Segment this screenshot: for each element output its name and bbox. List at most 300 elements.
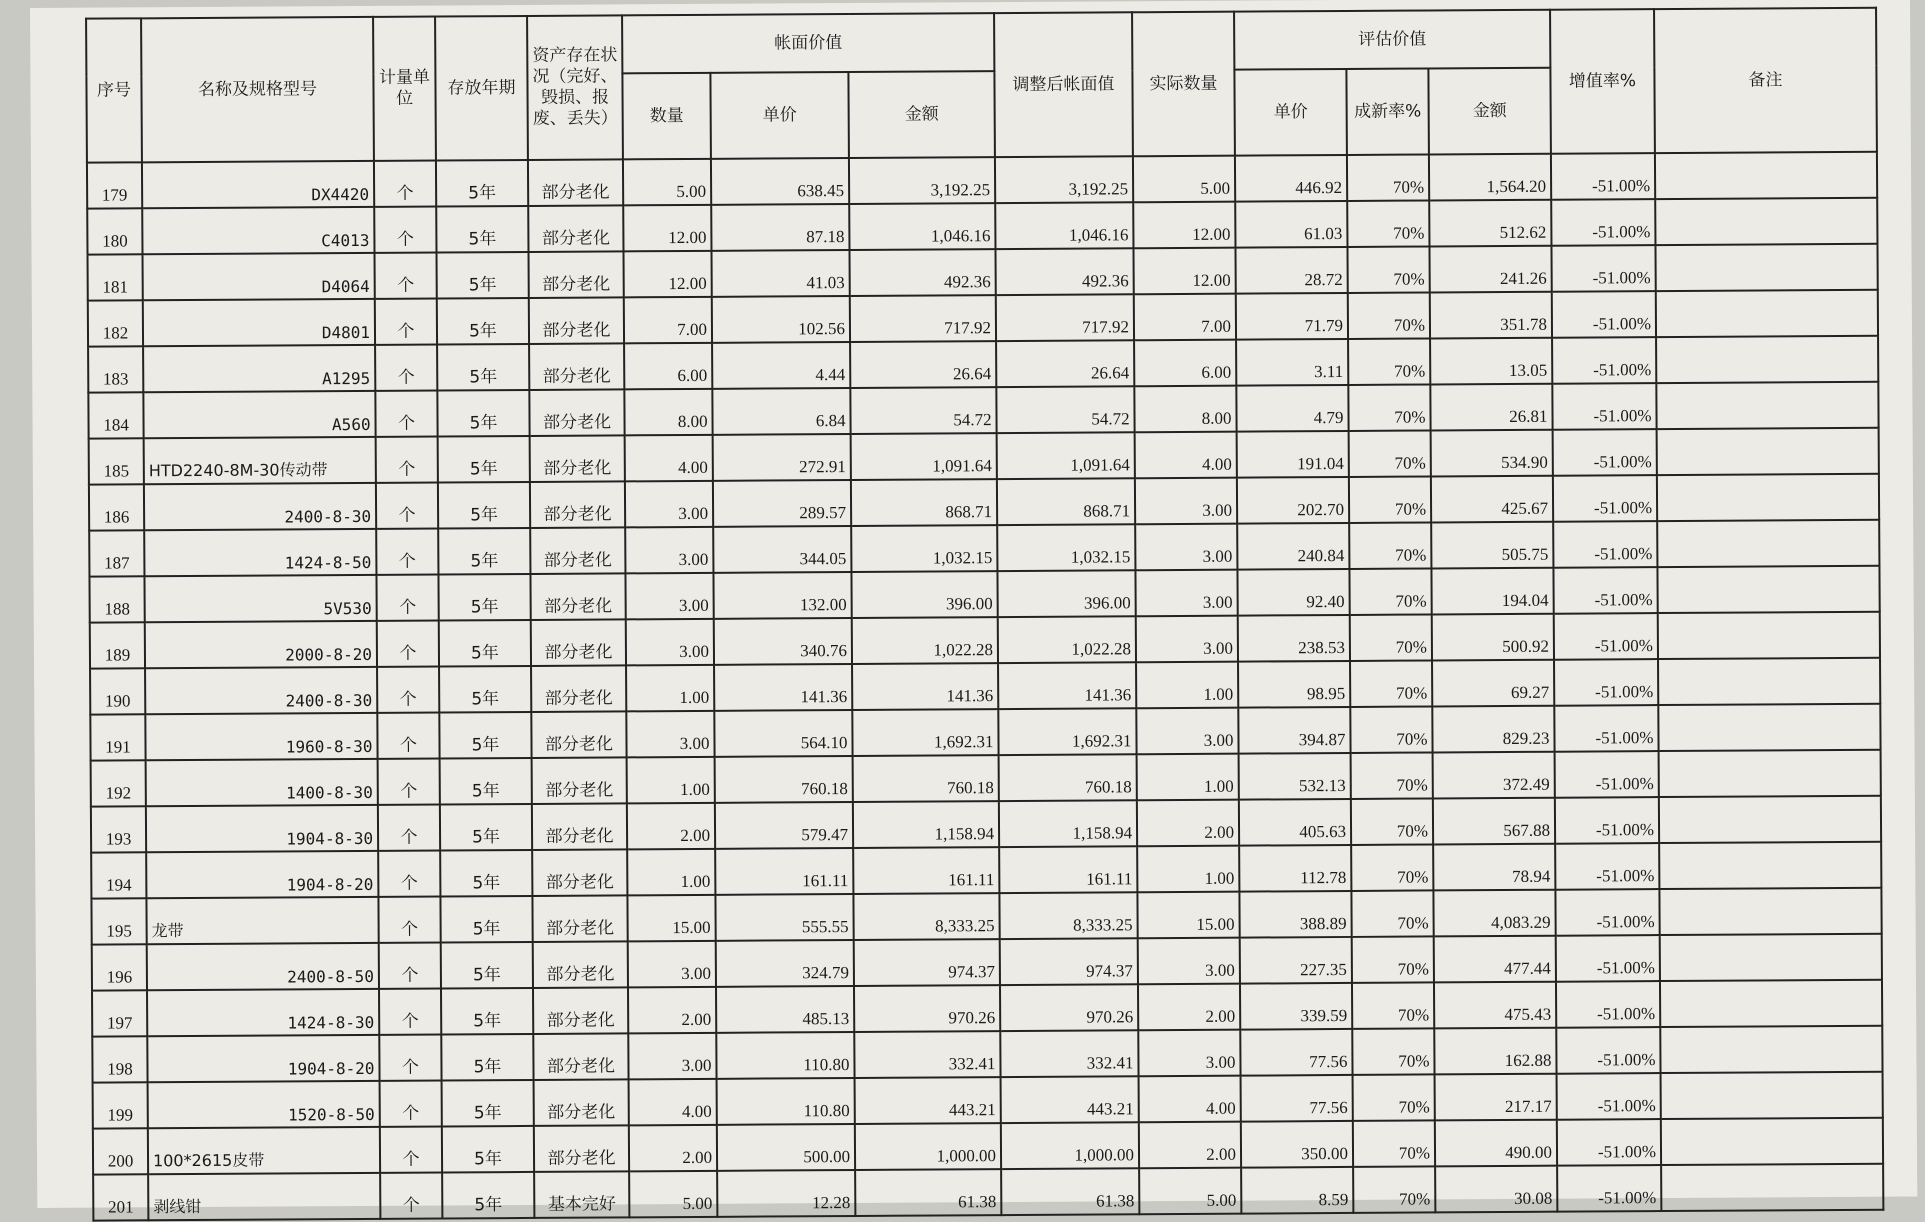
cell-remark	[1658, 658, 1880, 705]
header-status: 资产存在状况（完好、毁损、报废、丢失）	[527, 15, 623, 160]
cell-status: 部分老化	[532, 757, 627, 804]
cell-qty: 6.00	[624, 343, 712, 390]
cell-eval-amount: 567.88	[1433, 798, 1555, 845]
cell-storage-years: 5年	[440, 804, 532, 851]
cell-appreciation-rate: -51.00%	[1554, 705, 1658, 752]
cell-amount: 3,192.25	[849, 157, 995, 204]
cell-eval-unit-price: 227.35	[1240, 937, 1352, 984]
cell-qty: 3.00	[626, 619, 714, 666]
cell-appreciation-rate: -51.00%	[1553, 567, 1657, 614]
cell-name: 1424-8-30	[147, 989, 379, 1036]
cell-remark	[1660, 980, 1882, 1027]
cell-adjusted-book-value: 141.36	[998, 662, 1136, 709]
cell-status: 部分老化	[529, 343, 624, 390]
cell-status: 部分老化	[533, 987, 628, 1034]
cell-storage-years: 5年	[440, 850, 532, 897]
cell-unit: 个	[378, 805, 440, 851]
cell-status: 部分老化	[533, 941, 628, 988]
cell-actual-qty: 15.00	[1137, 892, 1239, 939]
cell-actual-qty: 8.00	[1134, 386, 1236, 433]
cell-storage-years: 5年	[442, 1080, 534, 1127]
cell-eval-unit-price: 394.87	[1238, 707, 1350, 754]
header-seq: 序号	[86, 18, 142, 162]
header-name: 名称及规格型号	[141, 17, 374, 162]
cell-appreciation-rate: -51.00%	[1553, 521, 1657, 568]
cell-remark	[1659, 842, 1881, 889]
cell-newness-rate: 70%	[1349, 522, 1431, 569]
cell-storage-years: 5年	[439, 712, 531, 759]
header-eval-unit-price: 单价	[1234, 69, 1347, 156]
cell-unit-price: 579.47	[715, 802, 853, 849]
cell-actual-qty: 1.00	[1137, 754, 1239, 801]
cell-storage-years: 5年	[438, 436, 530, 483]
cell-actual-qty: 1.00	[1136, 662, 1238, 709]
cell-actual-qty: 3.00	[1138, 1030, 1240, 1077]
cell-appreciation-rate: -51.00%	[1555, 797, 1659, 844]
cell-name: 2400-8-30	[144, 483, 376, 530]
cell-storage-years: 5年	[436, 160, 528, 207]
cell-seq: 193	[91, 806, 146, 852]
cell-newness-rate: 70%	[1347, 246, 1429, 293]
cell-storage-years: 5年	[437, 298, 529, 345]
cell-unit: 个	[378, 759, 440, 805]
cell-adjusted-book-value: 61.38	[1001, 1168, 1139, 1215]
cell-qty: 1.00	[626, 665, 714, 712]
cell-amount: 970.26	[854, 985, 1000, 1032]
cell-status: 部分老化	[528, 159, 623, 206]
cell-remark	[1656, 336, 1878, 383]
cell-appreciation-rate: -51.00%	[1557, 1119, 1661, 1166]
cell-newness-rate: 70%	[1350, 614, 1432, 661]
table-body	[87, 152, 1883, 1221]
cell-storage-years: 5年	[439, 666, 531, 713]
cell-eval-unit-price: 61.03	[1235, 201, 1347, 248]
cell-actual-qty: 3.00	[1138, 938, 1240, 985]
cell-newness-rate: 70%	[1350, 706, 1432, 753]
cell-qty: 5.00	[629, 1171, 717, 1218]
cell-unit: 个	[377, 667, 439, 713]
cell-status: 部分老化	[531, 665, 626, 712]
cell-adjusted-book-value: 1,158.94	[999, 800, 1137, 847]
cell-eval-unit-price: 532.13	[1239, 753, 1351, 800]
cell-amount: 760.18	[853, 755, 999, 802]
cell-unit: 个	[374, 207, 436, 253]
cell-name: 5V530	[144, 575, 376, 622]
cell-eval-amount: 500.92	[1432, 614, 1554, 661]
cell-amount: 8,333.25	[853, 893, 999, 940]
cell-unit-price: 132.00	[713, 572, 851, 619]
cell-eval-unit-price: 405.63	[1239, 799, 1351, 846]
cell-appreciation-rate: -51.00%	[1555, 843, 1659, 890]
cell-name: 1520-8-50	[148, 1081, 380, 1128]
cell-amount: 492.36	[849, 249, 995, 296]
header-qty: 数量	[622, 73, 711, 160]
header-book-value: 帐面价值	[622, 13, 994, 73]
cell-amount: 1,032.15	[851, 525, 997, 572]
cell-remark	[1659, 796, 1881, 843]
cell-appreciation-rate: -51.00%	[1554, 613, 1658, 660]
cell-eval-unit-price: 238.53	[1238, 615, 1350, 662]
cell-status: 部分老化	[534, 1079, 629, 1126]
cell-eval-amount: 30.08	[1435, 1166, 1557, 1213]
cell-appreciation-rate: -51.00%	[1555, 751, 1659, 798]
cell-amount: 1,022.28	[852, 617, 998, 664]
cell-eval-amount: 26.81	[1430, 384, 1552, 431]
document-sheet	[30, 0, 1917, 1217]
cell-seq: 188	[89, 576, 144, 622]
cell-newness-rate: 70%	[1347, 154, 1429, 201]
cell-seq: 195	[91, 898, 146, 944]
cell-unit: 个	[376, 483, 438, 529]
cell-newness-rate: 70%	[1349, 568, 1431, 615]
cell-actual-qty: 3.00	[1135, 524, 1237, 571]
cell-eval-unit-price: 3.11	[1236, 339, 1348, 386]
cell-remark	[1661, 1072, 1883, 1119]
cell-newness-rate: 70%	[1352, 936, 1434, 983]
cell-status: 部分老化	[531, 619, 626, 666]
cell-qty: 2.00	[628, 987, 716, 1034]
cell-qty: 2.00	[627, 803, 715, 850]
cell-unit: 个	[379, 1035, 441, 1081]
cell-actual-qty: 3.00	[1135, 478, 1237, 525]
cell-seq: 184	[88, 392, 143, 438]
cell-qty: 5.00	[623, 159, 711, 206]
cell-appreciation-rate: -51.00%	[1557, 1165, 1661, 1212]
cell-unit-price: 272.91	[713, 434, 851, 481]
cell-appreciation-rate: -51.00%	[1553, 475, 1657, 522]
header-appreciation-rate: 增值率%	[1550, 9, 1655, 154]
cell-newness-rate: 70%	[1350, 660, 1432, 707]
header-adjusted-book-value: 调整后帐面值	[994, 12, 1133, 157]
cell-status: 部分老化	[530, 573, 625, 620]
cell-adjusted-book-value: 161.11	[999, 846, 1137, 893]
cell-status: 部分老化	[532, 895, 627, 942]
cell-actual-qty: 2.00	[1138, 984, 1240, 1031]
cell-appreciation-rate: -51.00%	[1556, 935, 1660, 982]
cell-newness-rate: 70%	[1353, 1166, 1435, 1213]
header-remarks: 备注	[1654, 8, 1877, 153]
cell-storage-years: 5年	[438, 482, 530, 529]
cell-amount: 396.00	[851, 571, 997, 618]
cell-unit: 个	[376, 575, 438, 621]
cell-name: 1904-8-30	[146, 805, 378, 852]
cell-seq: 191	[90, 714, 145, 760]
cell-name: 1904-8-20	[146, 851, 378, 898]
cell-qty: 3.00	[628, 941, 716, 988]
cell-status: 部分老化	[530, 481, 625, 528]
cell-newness-rate: 70%	[1348, 338, 1430, 385]
cell-seq: 183	[88, 346, 143, 392]
cell-status: 部分老化	[532, 803, 627, 850]
cell-adjusted-book-value: 1,091.64	[997, 432, 1135, 479]
cell-seq: 190	[90, 668, 145, 714]
cell-unit-price: 110.80	[716, 1032, 854, 1079]
cell-newness-rate: 70%	[1353, 1120, 1435, 1167]
cell-eval-amount: 512.62	[1429, 200, 1551, 247]
cell-name: 1904-8-20	[147, 1035, 379, 1082]
cell-unit: 个	[377, 713, 439, 759]
cell-eval-unit-price: 240.84	[1237, 523, 1349, 570]
cell-unit-price: 12.28	[717, 1170, 855, 1217]
cell-unit-price: 485.13	[716, 986, 854, 1033]
cell-adjusted-book-value: 1,022.28	[998, 616, 1136, 663]
cell-remark	[1661, 1164, 1883, 1211]
cell-amount: 1,091.64	[851, 433, 997, 480]
cell-unit: 个	[376, 529, 438, 575]
cell-adjusted-book-value: 443.21	[1001, 1076, 1139, 1123]
cell-actual-qty: 6.00	[1134, 340, 1236, 387]
cell-eval-unit-price: 92.40	[1237, 569, 1349, 616]
cell-newness-rate: 70%	[1352, 982, 1434, 1029]
cell-remark	[1656, 290, 1878, 337]
cell-eval-unit-price: 112.78	[1239, 845, 1351, 892]
cell-seq: 194	[91, 852, 146, 898]
cell-actual-qty: 7.00	[1134, 294, 1236, 341]
cell-appreciation-rate: -51.00%	[1556, 981, 1660, 1028]
cell-actual-qty: 5.00	[1133, 156, 1235, 203]
cell-adjusted-book-value: 1,032.15	[997, 524, 1135, 571]
cell-eval-amount: 372.49	[1433, 752, 1555, 799]
cell-storage-years: 5年	[438, 574, 530, 621]
cell-actual-qty: 12.00	[1133, 202, 1235, 249]
cell-eval-amount: 13.05	[1430, 338, 1552, 385]
cell-amount: 717.92	[850, 295, 996, 342]
cell-unit: 个	[380, 1081, 442, 1127]
cell-unit: 个	[379, 943, 441, 989]
cell-adjusted-book-value: 54.72	[996, 386, 1134, 433]
cell-unit: 个	[378, 851, 440, 897]
cell-name: 2000-8-20	[145, 621, 377, 668]
cell-unit: 个	[375, 299, 437, 345]
cell-newness-rate: 70%	[1351, 752, 1433, 799]
cell-unit: 个	[377, 621, 439, 667]
cell-remark	[1655, 244, 1877, 291]
cell-unit-price: 289.57	[713, 480, 851, 527]
header-eval-amount: 金额	[1428, 68, 1551, 155]
header-appraised-value: 评估价值	[1234, 10, 1550, 70]
cell-qty: 12.00	[623, 205, 711, 252]
cell-name: DX4420	[142, 161, 374, 208]
cell-storage-years: 5年	[437, 344, 529, 391]
cell-name: 剥线钳	[148, 1173, 380, 1220]
cell-qty: 4.00	[625, 435, 713, 482]
cell-eval-amount: 162.88	[1434, 1028, 1556, 1075]
cell-storage-years: 5年	[440, 896, 532, 943]
cell-seq: 179	[87, 162, 142, 208]
cell-name: HTD2240-8M-30传动带	[144, 437, 376, 484]
cell-unit-price: 760.18	[715, 756, 853, 803]
header-newness-rate: 成新率%	[1346, 68, 1429, 154]
cell-actual-qty: 12.00	[1133, 248, 1235, 295]
cell-amount: 332.41	[854, 1031, 1000, 1078]
cell-appreciation-rate: -51.00%	[1556, 1027, 1660, 1074]
cell-remark	[1659, 888, 1881, 935]
cell-status: 部分老化	[528, 251, 623, 298]
cell-name: 1424-8-50	[144, 529, 376, 576]
cell-name: 2400-8-50	[147, 943, 379, 990]
cell-status: 部分老化	[532, 849, 627, 896]
cell-name: A560	[143, 391, 375, 438]
cell-remark	[1655, 152, 1877, 199]
cell-unit: 个	[379, 989, 441, 1035]
cell-appreciation-rate: -51.00%	[1552, 383, 1656, 430]
cell-unit-price: 161.11	[715, 848, 853, 895]
cell-qty: 1.00	[627, 849, 715, 896]
cell-actual-qty: 2.00	[1139, 1122, 1241, 1169]
cell-name: D4801	[143, 299, 375, 346]
cell-unit-price: 4.44	[712, 342, 850, 389]
cell-actual-qty: 2.00	[1137, 800, 1239, 847]
cell-appreciation-rate: -51.00%	[1552, 337, 1656, 384]
cell-storage-years: 5年	[442, 1172, 534, 1219]
cell-adjusted-book-value: 3,192.25	[995, 156, 1133, 203]
cell-name: 100*2615皮带	[148, 1127, 380, 1174]
cell-newness-rate: 70%	[1351, 798, 1433, 845]
cell-status: 基本完好	[534, 1171, 629, 1218]
cell-adjusted-book-value: 492.36	[995, 248, 1133, 295]
cell-name: 2400-8-30	[145, 667, 377, 714]
cell-seq: 181	[88, 254, 143, 300]
cell-qty: 3.00	[625, 573, 713, 620]
cell-unit-price: 555.55	[715, 894, 853, 941]
cell-newness-rate: 70%	[1349, 476, 1431, 523]
cell-seq: 200	[93, 1128, 148, 1174]
cell-qty: 15.00	[627, 895, 715, 942]
cell-eval-amount: 505.75	[1431, 522, 1553, 569]
cell-qty: 3.00	[626, 711, 714, 758]
cell-appreciation-rate: -51.00%	[1555, 889, 1659, 936]
cell-amount: 443.21	[855, 1077, 1001, 1124]
cell-amount: 974.37	[854, 939, 1000, 986]
cell-remark	[1660, 934, 1882, 981]
cell-eval-amount: 1,564.20	[1429, 154, 1551, 201]
cell-seq: 189	[90, 622, 145, 668]
cell-status: 部分老化	[529, 297, 624, 344]
cell-status: 部分老化	[531, 711, 626, 758]
cell-storage-years: 5年	[439, 620, 531, 667]
cell-adjusted-book-value: 396.00	[997, 570, 1135, 617]
cell-adjusted-book-value: 717.92	[996, 294, 1134, 341]
cell-eval-unit-price: 28.72	[1235, 247, 1347, 294]
cell-newness-rate: 70%	[1349, 430, 1431, 477]
cell-unit-price: 324.79	[716, 940, 854, 987]
cell-remark	[1661, 1118, 1883, 1165]
cell-adjusted-book-value: 1,692.31	[998, 708, 1136, 755]
cell-storage-years: 5年	[438, 528, 530, 575]
cell-amount: 61.38	[855, 1169, 1001, 1216]
cell-adjusted-book-value: 8,333.25	[999, 892, 1137, 939]
table-row	[93, 1164, 1883, 1221]
cell-unit-price: 102.56	[712, 296, 850, 343]
cell-qty: 3.00	[628, 1033, 716, 1080]
cell-appreciation-rate: -51.00%	[1551, 199, 1655, 246]
cell-adjusted-book-value: 868.71	[997, 478, 1135, 525]
cell-newness-rate: 70%	[1347, 200, 1429, 247]
cell-remark	[1657, 520, 1879, 567]
cell-eval-amount: 217.17	[1435, 1074, 1557, 1121]
cell-adjusted-book-value: 1,000.00	[1001, 1122, 1139, 1169]
cell-amount: 1,692.31	[852, 709, 998, 756]
cell-actual-qty: 4.00	[1139, 1076, 1241, 1123]
header-storage-years: 存放年期	[435, 16, 528, 161]
cell-eval-unit-price: 350.00	[1241, 1121, 1353, 1168]
cell-appreciation-rate: -51.00%	[1551, 245, 1655, 292]
cell-unit-price: 110.80	[717, 1078, 855, 1125]
cell-eval-unit-price: 77.56	[1241, 1075, 1353, 1122]
cell-actual-qty: 3.00	[1136, 616, 1238, 663]
cell-eval-unit-price: 202.70	[1237, 477, 1349, 524]
cell-newness-rate: 70%	[1348, 384, 1430, 431]
header-amount: 金额	[848, 71, 995, 158]
cell-appreciation-rate: -51.00%	[1551, 153, 1655, 200]
cell-remark	[1657, 566, 1879, 613]
cell-amount: 161.11	[853, 847, 999, 894]
cell-eval-unit-price: 191.04	[1237, 431, 1349, 478]
cell-adjusted-book-value: 760.18	[999, 754, 1137, 801]
cell-actual-qty: 3.00	[1135, 570, 1237, 617]
cell-qty: 2.00	[629, 1125, 717, 1172]
cell-remark	[1657, 474, 1879, 521]
cell-remark	[1656, 382, 1878, 429]
cell-storage-years: 5年	[436, 206, 528, 253]
cell-unit: 个	[380, 1173, 442, 1219]
cell-unit-price: 564.10	[714, 710, 852, 757]
cell-unit-price: 500.00	[717, 1124, 855, 1171]
cell-adjusted-book-value: 332.41	[1000, 1030, 1138, 1077]
cell-storage-years: 5年	[441, 988, 533, 1035]
cell-unit: 个	[375, 345, 437, 391]
header-unit-price: 单价	[710, 72, 849, 159]
cell-seq: 186	[89, 484, 144, 530]
cell-unit-price: 638.45	[711, 158, 849, 205]
cell-adjusted-book-value: 1,046.16	[995, 202, 1133, 249]
cell-name: 龙带	[146, 897, 378, 944]
cell-seq: 198	[92, 1036, 147, 1082]
cell-actual-qty: 3.00	[1136, 708, 1238, 755]
cell-newness-rate: 70%	[1353, 1074, 1435, 1121]
cell-eval-amount: 194.04	[1431, 568, 1553, 615]
cell-eval-amount: 534.90	[1431, 430, 1553, 477]
cell-actual-qty: 4.00	[1135, 432, 1237, 479]
cell-adjusted-book-value: 970.26	[1000, 984, 1138, 1031]
cell-qty: 3.00	[625, 481, 713, 528]
cell-storage-years: 5年	[441, 1034, 533, 1081]
cell-storage-years: 5年	[441, 942, 533, 989]
cell-seq: 185	[89, 438, 144, 484]
cell-actual-qty: 5.00	[1139, 1168, 1241, 1215]
cell-name: 1960-8-30	[145, 713, 377, 760]
cell-unit-price: 87.18	[711, 204, 849, 251]
cell-qty: 1.00	[627, 757, 715, 804]
cell-appreciation-rate: -51.00%	[1554, 659, 1658, 706]
cell-newness-rate: 70%	[1348, 292, 1430, 339]
cell-seq: 199	[93, 1082, 148, 1128]
cell-adjusted-book-value: 974.37	[1000, 938, 1138, 985]
cell-actual-qty: 1.00	[1137, 846, 1239, 893]
cell-eval-unit-price: 388.89	[1239, 891, 1351, 938]
header-unit: 计量单位	[373, 17, 436, 161]
cell-adjusted-book-value: 26.64	[996, 340, 1134, 387]
cell-status: 部分老化	[530, 527, 625, 574]
cell-seq: 192	[91, 760, 146, 806]
cell-seq: 201	[93, 1174, 148, 1220]
cell-unit: 个	[380, 1127, 442, 1173]
cell-unit: 个	[375, 253, 437, 299]
cell-amount: 26.64	[850, 341, 996, 388]
cell-newness-rate: 70%	[1351, 890, 1433, 937]
cell-qty: 12.00	[623, 251, 711, 298]
cell-eval-amount: 69.27	[1432, 660, 1554, 707]
